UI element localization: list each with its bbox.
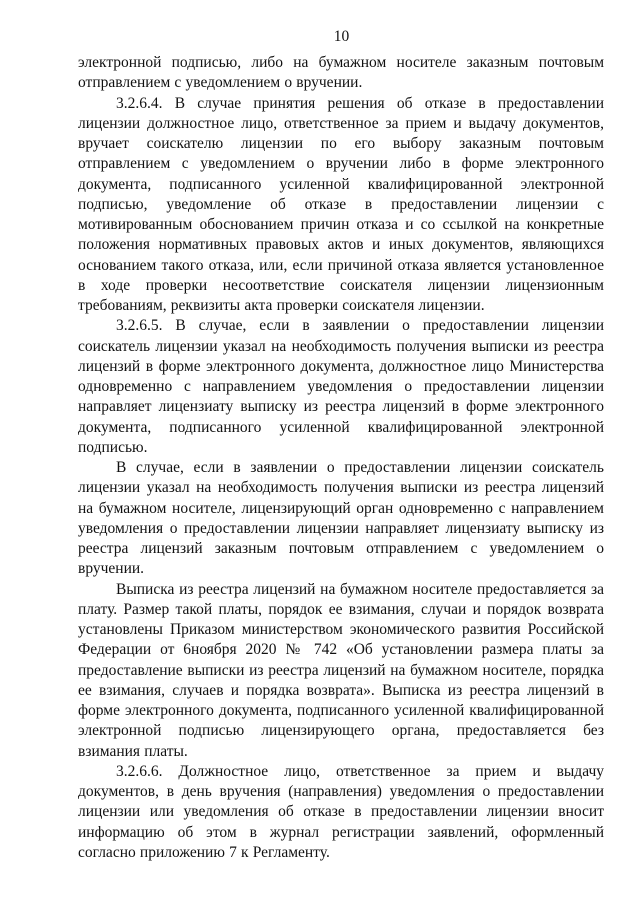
page-number: 10: [333, 28, 350, 45]
paragraph: 3.2.6.5. В случае, если в заявлении о предоставлении лицензии соискатель лицензии указал на необходимость получения выписки из реестра лицензий в форме электронного документа, должностное лицо Министерства одновременно с направлением уведомления о предоставлении лицензии направляет лицензиату выписку из реестра лицензий в форме электронного документа, подписанного усиленной квалифицированной электронной подписью.: [78, 317, 604, 456]
paragraph: В случае, если в заявлении о предоставлении лицензии соискатель лицензии указал на необходимость получения выписки из реестра лицензий на бумажном носителе, лицензирующий орган одновременно с направлением уведомления о предоставлении лицензии направляет лицензиату выписку из реестра лицензий заказным почтовым отправлением с уведомлением о вручении.: [78, 459, 604, 578]
paragraph: 3.2.6.6. Должностное лицо, ответственное за прием и выдачу документов, в день вручения (направления) уведомления о предоставлении лицензии или уведомления об отказе в предоставлении лицензии вносит информацию об этом в журнал регистрации заявлений, оформленный согласно приложению 7 к Регламенту.: [78, 762, 604, 861]
paragraph: электронной подписью, либо на бумажном носителе заказным почтовым отправлением с уведомлением о вручении.: [78, 54, 604, 92]
paragraph: 3.2.6.4. В случае принятия решения об отказе в предоставлении лицензии должностное лицо, ответственное за прием и выдачу документов, вручает соискателю лицензии по его выбору заказным почтовым отправлением с уведомлением о вручении либо в форме электронного документа, подписанного усиленной квалифицированной электронной подписью, уведомление об отказе в предоставлении лицензии с мотивированным обоснованием причин отказа и со ссылкой на конкретные положения нормативных правовых актов и иных документов, являющихся основанием такого отказа, или, если причиной отказа является установленное в ходе проверки несоответствие соискателя лицензии лицензионным требованиям, реквизиты акта проверки соискателя лицензии.: [78, 94, 604, 314]
paragraph: Выписка из реестра лицензий на бумажном носителе предоставляется за плату. Размер такой платы, порядок ее взимания, случаи и порядок возврата установлены Приказом министерством экономического развития Российской Федерации от 6ноября 2020 № 742 «Об установлении размера платы за предоставление выписки из реестра лицензий на бумажном носителе, порядка ее взимания, случаев и порядка возврата». Выписка из реестра лицензий в форме электронного документа, подписанного усиленной квалифицированной электронной подписью лицензирующего органа, предоставляется без взимания платы.: [78, 580, 604, 760]
document-body: [78, 53, 604, 863]
